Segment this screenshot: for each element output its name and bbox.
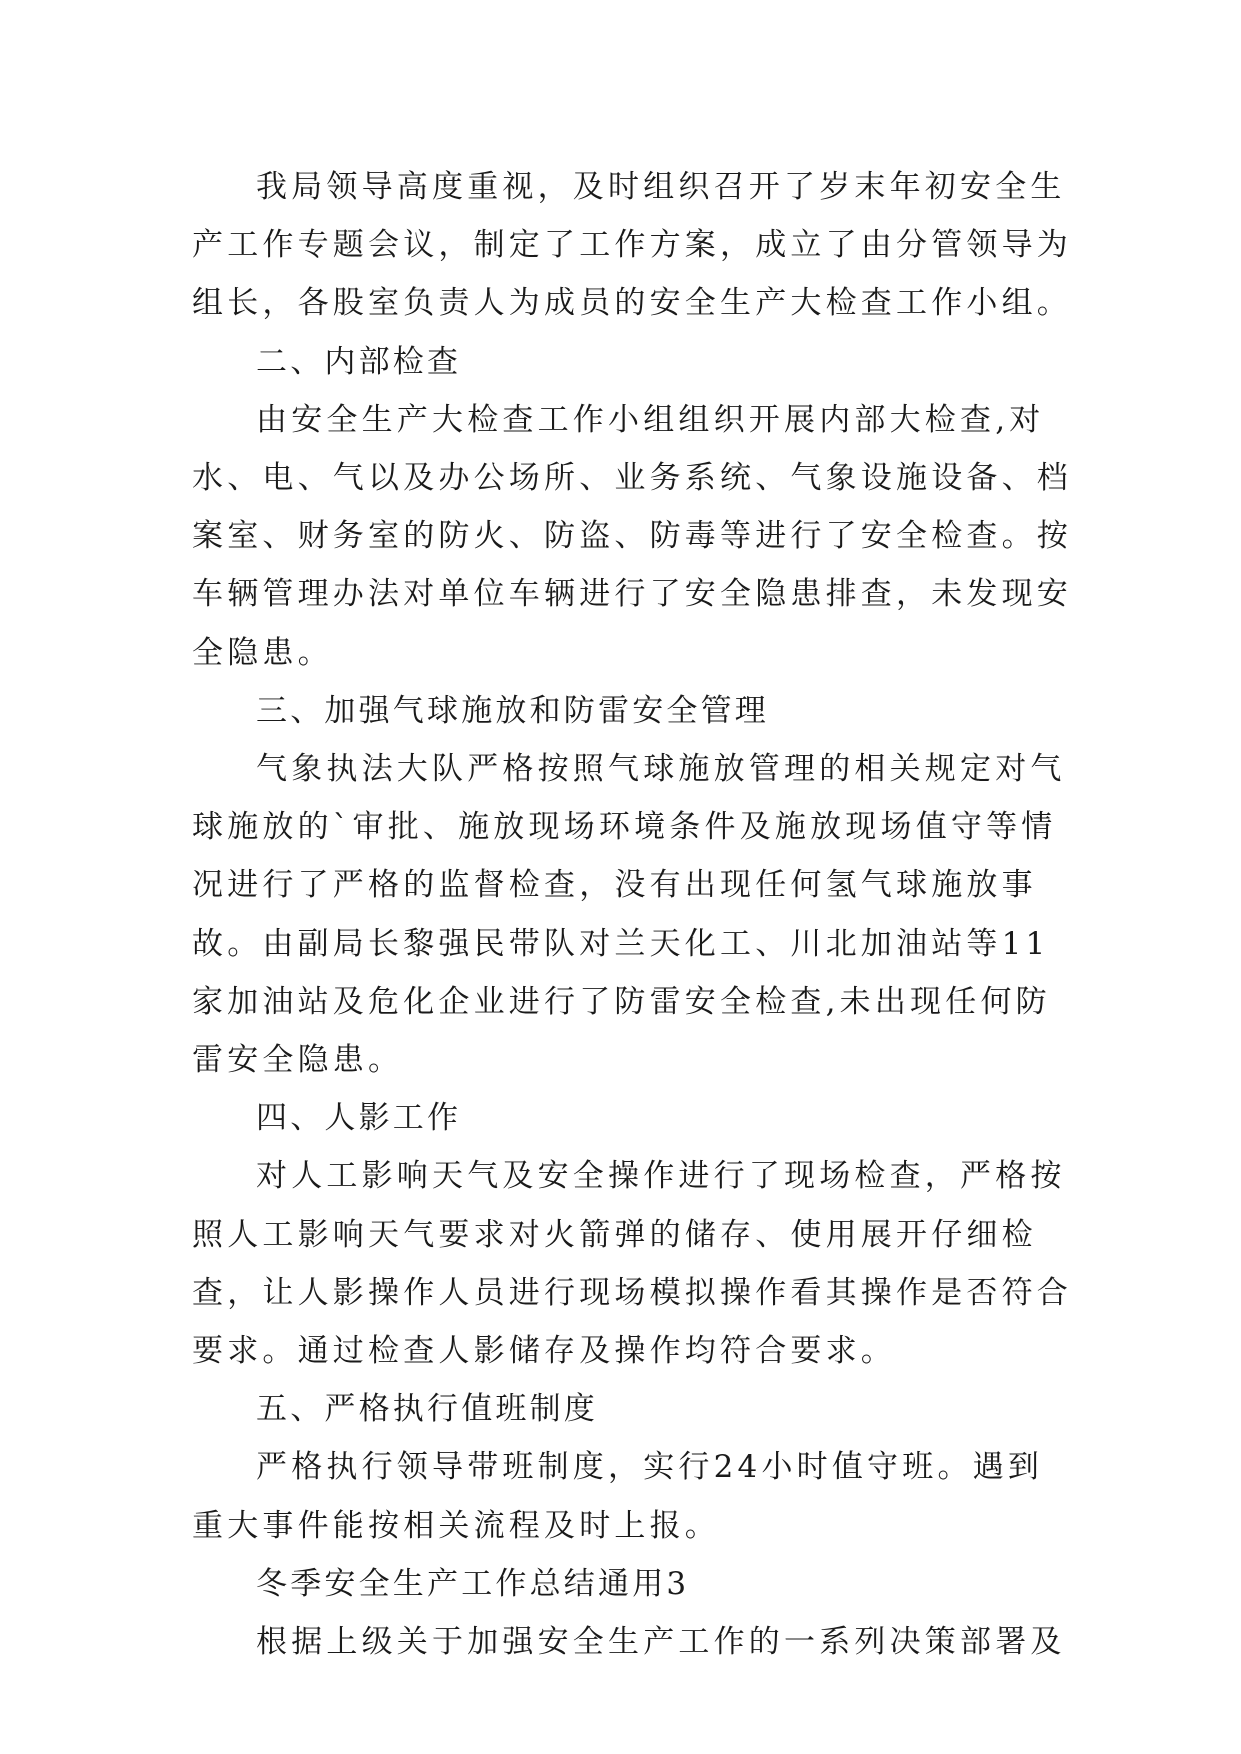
document-title: 冬季安全生产工作总结通用3 (256, 1565, 690, 1602)
body-paragraph: 严格执行领导带班制度，实行24小时值守班。遇到重大事件能按相关流程及时上报。 (192, 1449, 1044, 1544)
body-paragraph: 对人工影响天气及安全操作进行了现场检查，严格按照人工影响天气要求对火箭弹的储存、使用展开仔细检查，让人影操作人员进行现场模拟操作看其操作是否符合要求。通过检查人影储存及操作均符合要求。 (192, 1158, 1072, 1370)
body-paragraph: 气象执法大队严格按照气球施放管理的相关规定对气球施放的`审批、施放现场环境条件及施放现场值守等情况进行了严格的监督检查，没有出现任何氢气球施放事故。由副局长黎强民带队对兰天化工、川北加油站等11家加油站及危化企业进行了防雷安全检查,未出现任何防雷安全隐患。 (192, 751, 1066, 1079)
section-heading: 五、严格执行值班制度 (256, 1391, 598, 1428)
section-heading: 二、内部检查 (256, 343, 462, 380)
section-heading: 四、人影工作 (256, 1100, 462, 1137)
body-paragraph: 由安全生产大检查工作小组组织开展内部大检查,对水、电、气以及办公场所、业务系统、气象设施设备、档案室、财务室的防火、防盗、防毒等进行了安全检查。按车辆管理办法对单位车辆进行了安全隐患排查，未发现安全隐患。 (192, 401, 1072, 671)
section-heading: 三、加强气球施放和防雷安全管理 (256, 692, 769, 729)
body-paragraph: 根据上级关于加强安全生产工作的一系列决策部署及 (256, 1624, 1066, 1661)
body-paragraph: 我局领导高度重视，及时组织召开了岁末年初安全生产工作专题会议，制定了工作方案，成立了由分管领导为组长，各股室负责人为成员的安全生产大检查工作小组。 (192, 169, 1072, 322)
document-body (192, 158, 1072, 1671)
